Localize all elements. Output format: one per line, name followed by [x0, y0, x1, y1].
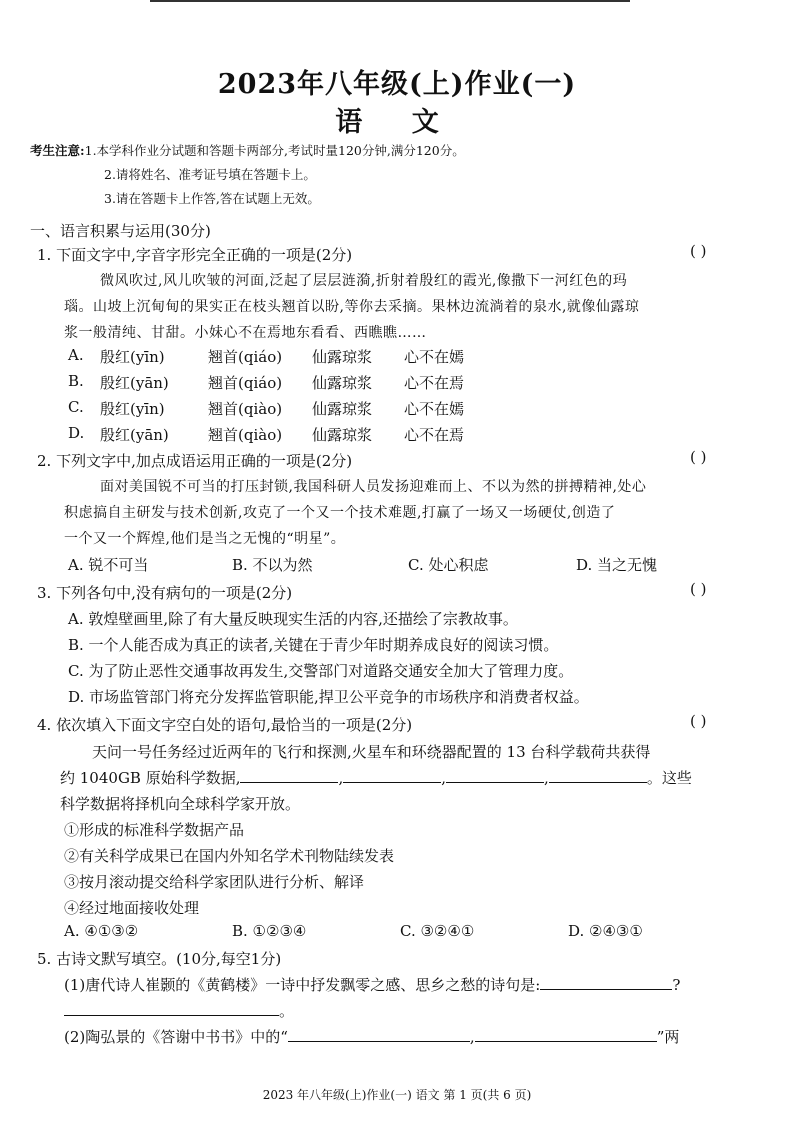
q3-option-d: D. 市场监管部门将充分发挥监管职能,捍卫公平竞争的市场秩序和消费者权益。	[68, 688, 589, 706]
option-word-c: 仙露琼浆	[312, 348, 373, 366]
fill-blank-3[interactable]	[446, 768, 544, 783]
q1-passage-line-1: 微风吹过,风儿吹皱的河面,泛起了层层涟漪,折射着殷红的霞光,像撒下一河红色的玛	[100, 273, 628, 289]
q4-item-3: ③按月滚动提交给科学家团队进行分析、解译	[64, 873, 365, 891]
fill-blank-2[interactable]	[343, 768, 441, 783]
option-word-c: 仙露琼浆	[312, 400, 373, 418]
option-word-d: 心不在嫣	[404, 348, 465, 366]
q4-passage-line-2: 约 1040GB 原始科学数据, , , , 。这些	[60, 769, 692, 787]
option-word-b: 翘首(qiáo)	[208, 374, 283, 392]
option-letter: A.	[68, 346, 84, 364]
answer-paren-2: ( )	[690, 448, 707, 466]
answer-paren-4: ( )	[690, 712, 707, 730]
option-word-d: 心不在焉	[404, 426, 465, 444]
fill-blank-7[interactable]	[288, 1027, 470, 1042]
notice-line-2: 2.请将姓名、准考证号填在答题卡上。	[104, 167, 316, 182]
option-word-a: 殷红(yīn)	[100, 348, 165, 366]
q5-item-1-end: 。	[279, 1002, 295, 1020]
option-letter: D.	[68, 424, 85, 442]
page-footer: 2023 年八年级(上)作业(一) 语文 第 1 页(共 6 页)	[262, 1088, 532, 1102]
fill-blank-1[interactable]	[240, 768, 338, 783]
answer-paren-3: ( )	[690, 580, 707, 598]
option-word-d: 心不在嫣	[404, 400, 465, 418]
option-letter: C.	[68, 398, 84, 416]
question-4-stem: 4. 依次填入下面文字空白处的语句,最恰当的一项是(2分)	[37, 716, 413, 734]
q4-passage-line-1: 天问一号任务经过近两年的飞行和探测,火星车和环绕器配置的 13 台科学载荷共获得	[92, 743, 651, 761]
q3-option-a: A. 敦煌壁画里,除了有大量反映现实生活的内容,还描绘了宗教故事。	[68, 610, 518, 628]
q1-passage-line-2: 瑙。山坡上沉甸甸的果实正在枝头翘首以盼,等你去采摘。果林边流淌着的泉水,就像仙露琼	[64, 299, 640, 315]
q4-passage-end: 。这些	[646, 769, 692, 787]
option-word-d: 心不在焉	[404, 374, 465, 392]
q4-item-1: ①形成的标准科学数据产品	[64, 821, 245, 839]
notice-label: 考生注意:	[30, 143, 85, 158]
option-word-a: 殷红(yīn)	[100, 400, 165, 418]
q5-item-2-text: (2)陶弘景的《答谢中书书》中的“	[64, 1028, 288, 1046]
fill-blank-8[interactable]	[475, 1027, 657, 1042]
q4-passage-line-3: 科学数据将择机向全球科学家开放。	[60, 795, 301, 813]
option-word-b: 翘首(qiáo)	[208, 348, 283, 366]
q4-option-d: D. ②④③①	[568, 922, 643, 940]
option-word-c: 仙露琼浆	[312, 426, 373, 444]
q5-item-2-end: ”两	[656, 1028, 680, 1046]
q2-passage-line-3: 一个又一个辉煌,他们是当之无愧的“明星”。	[64, 531, 346, 547]
question-5-stem: 5. 古诗文默写填空。(10分,每空1分)	[37, 950, 282, 968]
q2-option-d: D. 当之无愧	[576, 556, 658, 574]
option-letter: B.	[68, 372, 84, 390]
fill-blank-6[interactable]	[64, 1001, 279, 1016]
q2-passage-line-1: 面对美国锐不可当的打压封锁,我国科研人员发扬迎难而上、不以为然的拼搏精神,处心	[100, 479, 647, 495]
q5-item-2-line-1	[64, 1026, 679, 1047]
q4-option-b: B. ①②③④	[232, 922, 307, 940]
q2-option-c: C. 处心积虑	[408, 556, 489, 574]
page-title: 2023年八年级(上)作业(一)	[217, 69, 577, 100]
question-3-stem: 3. 下列各句中,没有病句的一项是(2分)	[37, 584, 293, 602]
q1-passage-line-3: 浆一般清纯、甘甜。小妹心不在焉地东看看、西瞧瞧……	[64, 325, 427, 341]
option-word-a: 殷红(yān)	[100, 374, 169, 392]
q2-option-b: B. 不以为然	[232, 556, 313, 574]
section-heading: 一、语言积累与运用(30分)	[30, 222, 211, 240]
option-word-a: 殷红(yān)	[100, 426, 169, 444]
fill-blank-4[interactable]	[549, 768, 647, 783]
option-word-b: 翘首(qiào)	[208, 426, 283, 444]
option-word-b: 翘首(qiào)	[208, 400, 283, 418]
q4-option-a: A. ④①③②	[64, 922, 139, 940]
question-2-stem: 2. 下列文字中,加点成语运用正确的一项是(2分)	[37, 452, 353, 470]
q3-option-c: C. 为了防止恶性交通事故再发生,交警部门对道路交通安全加大了管理力度。	[68, 662, 574, 680]
notice-text-1: 1.本学科作业分试题和答题卡两部分,考试时量120分钟,满分120分。	[84, 143, 465, 158]
q5-item-2-comma: ,	[469, 1028, 475, 1046]
notice-line-1	[30, 141, 465, 159]
q2-option-a: A. 锐不可当	[68, 556, 149, 574]
q5-item-1-line-2	[64, 1000, 294, 1021]
q5-item-1-mark: ?	[672, 976, 681, 994]
q4-item-4: ④经过地面接收处理	[64, 899, 200, 917]
q5-item-1-line-1	[64, 974, 680, 995]
scan-top-edge	[150, 0, 630, 2]
q4-option-c: C. ③②④①	[400, 922, 475, 940]
q5-item-1-text: (1)唐代诗人崔颢的《黄鹤楼》一诗中抒发飘零之感、思乡之愁的诗句是:	[64, 976, 541, 994]
notice-line-3: 3.请在答题卡上作答,答在试题上无效。	[104, 191, 320, 206]
q4-item-2: ②有关科学成果已在国内外知名学术刊物陆续发表	[64, 847, 395, 865]
q4-passage-start: 约 1040GB 原始科学数据,	[60, 769, 241, 787]
question-1-stem: 1. 下面文字中,字音字形完全正确的一项是(2分)	[37, 246, 353, 264]
q2-passage-line-2: 积虑搞自主研发与技术创新,攻克了一个又一个技术难题,打赢了一场又一场硬仗,创造了	[64, 505, 616, 521]
option-word-c: 仙露琼浆	[312, 374, 373, 392]
answer-paren-1: ( )	[690, 242, 707, 260]
q3-option-b: B. 一个人能否成为真正的读者,关键在于青少年时期养成良好的阅读习惯。	[68, 636, 559, 654]
fill-blank-5[interactable]	[540, 975, 672, 990]
subject-title: 语 文	[335, 107, 459, 138]
